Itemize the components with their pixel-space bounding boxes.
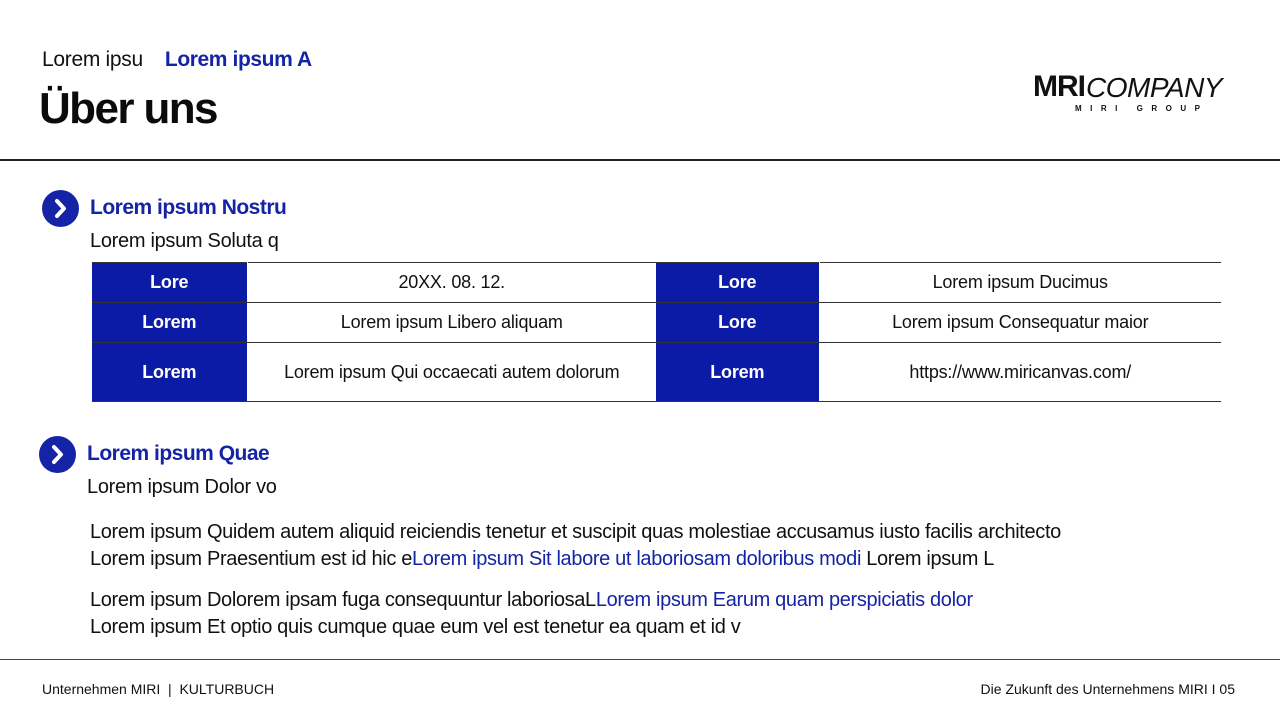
table-value-cell: Lorem ipsum Qui occaecati autem dolorum bbox=[247, 343, 656, 402]
footer-left-text: Unternehmen MIRI | KULTURBUCH bbox=[42, 681, 275, 697]
table-value-cell: Lorem ipsum Ducimus bbox=[819, 263, 1221, 303]
logo-tagline: MIRI GROUP bbox=[1075, 104, 1209, 113]
paragraph-text: Lorem ipsum L bbox=[861, 548, 994, 570]
paragraph bbox=[90, 519, 1061, 573]
table-value-cell: Lorem ipsum Libero aliquam bbox=[247, 303, 656, 343]
footer-page-info: Die Zukunft des Unternehmens MIRI I 05 bbox=[980, 681, 1235, 697]
company-logo bbox=[1033, 60, 1237, 116]
paragraph-text: Lorem ipsum Dolorem ipsam fuga consequuntur laboriosaL bbox=[90, 589, 596, 611]
header-subtitle: Lorem ipsum A bbox=[164, 48, 312, 71]
header-divider bbox=[0, 159, 1280, 161]
table-label-cell: Lore bbox=[656, 263, 819, 303]
chevron-right-icon bbox=[42, 190, 79, 227]
header-breadcrumb bbox=[42, 48, 312, 72]
info-table bbox=[92, 262, 1221, 402]
table-value-cell: 20XX. 08. 12. bbox=[247, 263, 656, 303]
highlighted-link[interactable]: Lorem ipsum Earum quam perspiciatis dolor bbox=[595, 589, 973, 611]
table-label-cell: Lorem bbox=[92, 343, 247, 402]
table-label-cell: Lore bbox=[656, 303, 819, 343]
header-category: Lorem ipsu bbox=[42, 48, 143, 71]
footer-divider bbox=[0, 659, 1280, 660]
page-title: Über uns bbox=[39, 84, 217, 133]
table-row bbox=[92, 343, 1221, 402]
table-label-cell: Lorem bbox=[656, 343, 819, 402]
paragraph-text: Lorem ipsum Praesentium est id hic e bbox=[90, 548, 412, 570]
logo-mark: MRI bbox=[1033, 70, 1085, 103]
section1-subtitle: Lorem ipsum Soluta q bbox=[90, 230, 279, 252]
logo-wordmark bbox=[1033, 60, 1237, 102]
table-label-cell: Lorem bbox=[92, 303, 247, 343]
paragraph-line bbox=[90, 587, 973, 614]
highlighted-link[interactable]: Lorem ipsum Sit labore ut laboriosam doloribus modi bbox=[412, 548, 862, 570]
section2-subtitle: Lorem ipsum Dolor vo bbox=[87, 476, 277, 498]
table-row bbox=[92, 303, 1221, 343]
paragraph-line bbox=[90, 546, 1061, 573]
table-label-cell: Lore bbox=[92, 263, 247, 303]
paragraph bbox=[90, 587, 973, 641]
chevron-right-icon bbox=[39, 436, 76, 473]
website-link[interactable]: https://www.miricanvas.com/ bbox=[819, 343, 1221, 402]
table-row bbox=[92, 263, 1221, 303]
paragraph-line: Lorem ipsum Quidem autem aliquid reiciendis tenetur et suscipit quas molestiae accusamus iusto facilis architecto bbox=[90, 521, 1061, 543]
section2-title: Lorem ipsum Quae bbox=[87, 442, 270, 465]
section1-title: Lorem ipsum Nostru bbox=[90, 196, 287, 219]
paragraph-line: Lorem ipsum Et optio quis cumque quae eum vel est tenetur ea quam et id v bbox=[90, 616, 741, 638]
logo-name: COMPANY bbox=[1086, 72, 1222, 103]
table-value-cell: Lorem ipsum Consequatur maior bbox=[819, 303, 1221, 343]
